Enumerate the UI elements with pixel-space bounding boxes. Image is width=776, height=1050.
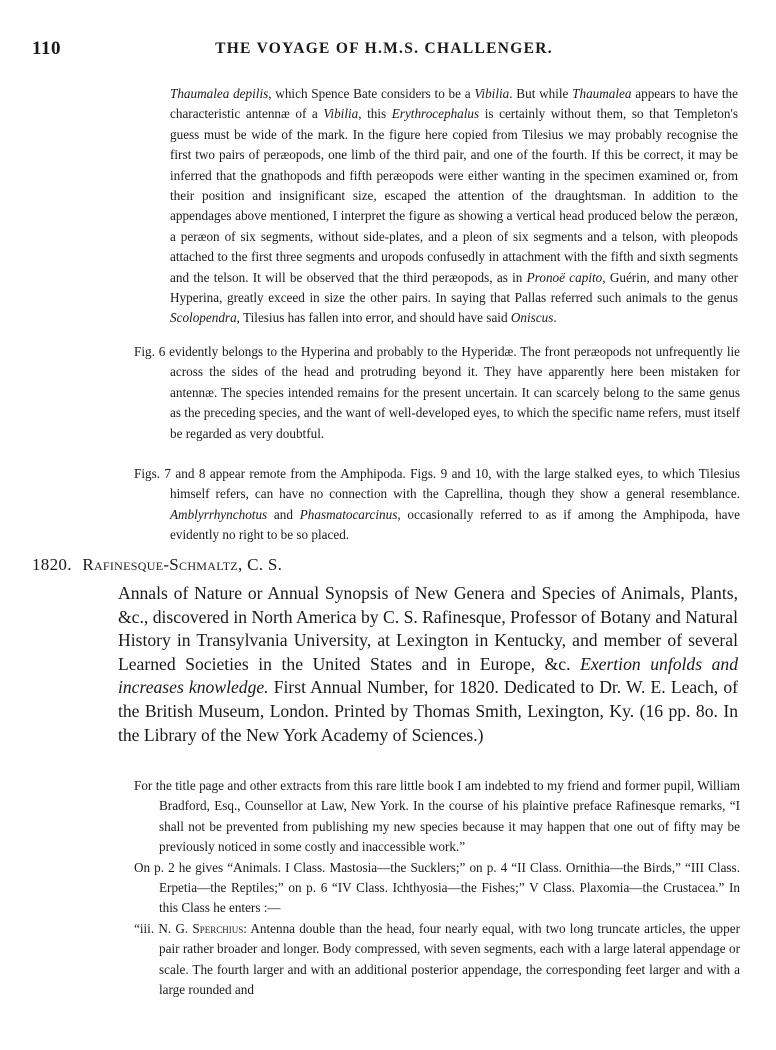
text-run: , Guérin, and many other Hyperina, greatly exceed in size the other pairs. In saying that Pallas referred such animals to the genus <box>170 269 739 306</box>
text-run: . But while <box>509 86 573 101</box>
entry-author: Rafinesque-Schmaltz, C. S. <box>82 555 283 574</box>
figures-7-10-note <box>134 464 740 546</box>
text-run: First Annual Number, for 1820. Dedicated to Dr. W. E. Leach, of the British Museum, London. Printed by Thomas Smith, Lexington, Ky. (16 pp. 8o. In the Library of the New York Academy of Sciences.) <box>118 677 738 745</box>
figure-6-text: Fig. 6 evidently belongs to the Hyperina and probably to the Hyperidæ. The front peræopods not unfrequently lie across the sides of the head and protruding beyond it. They have apparently here been mistaken for antennæ. The species intended remains for the present uncertain. It can scarcely belong to the same genus as the preceding species, and the want of well-developed eyes, to which the specific name refers, must itself be regarded as very doubtful. <box>134 344 740 441</box>
taxon-name: Thaumalea depilis <box>170 86 269 101</box>
genus-name: Sperchius <box>192 920 244 936</box>
taxon-name: Scolopendra <box>170 310 237 326</box>
text-run: and <box>267 506 300 522</box>
book-title-text <box>118 582 738 747</box>
continuation-paragraph <box>170 84 738 329</box>
text-run: , this <box>358 106 392 122</box>
text-run: “iii. N. G. <box>134 920 193 936</box>
page-number: 110 <box>32 38 61 59</box>
taxon-name: Erythrocephalus <box>391 106 480 122</box>
text-run: Annals of Nature or Annual Synopsis of New Genera and Species of Animals, Plants, &c., discovered in North America by C. S. Rafinesque, Professor of Botany and Natural History in Transylvania University, at Lexington in Kentucky, and member of several Learned Societies in the United States and in Europe, &c. <box>118 583 738 674</box>
taxon-name: Amblyrrhynchotus <box>170 506 268 522</box>
running-title: THE VOYAGE OF H.M.S. CHALLENGER. <box>215 40 553 57</box>
figure-6-note <box>134 342 740 444</box>
note-paragraph <box>134 919 740 1001</box>
taxon-name: Pronoë capito <box>526 269 603 285</box>
text-run: , which Spence Bate considers to be a <box>268 86 475 101</box>
text-run: , occasionally referred to as if among the Amphipoda, have evidently no right to be so placed. <box>170 506 740 543</box>
taxon-name: Phasmatocarcinus <box>299 506 398 522</box>
bibliography-entry-heading <box>32 555 282 575</box>
taxon-name: Thaumalea <box>572 86 632 101</box>
note-paragraph: On p. 2 he gives “Animals. I Class. Mastosia—the Sucklers;” on p. 4 “II Class. Ornithia—the Birds,” “III Class. Erpetia—the Reptiles;” on p. 6 “IV Class. Ichthyosia—the Fishes;” V Class. Plaxomia—the Crustacea.” In this Class he enters :— <box>134 859 740 916</box>
text-run: . <box>553 310 557 326</box>
text-run: is certainly without them, so that Templeton's guess must be wide of the mark. In the figure here copied from Tilesius we may probably recognise the first two pairs of peræopods, one limb of the third pair, and one of the fourth. If this be correct, it may be inferred that the gnathopods and fifth peræopods were either wanting in the specimen examined or, from their position and insignificant size, escaped the attention of the draughtsman. In addition to the appendages above mentioned, I interpret the figure as showing a vertical head produced below the peræon, a peræon of six segments, without side-plates, and a pleon of six segments and a telson, with pleopods attached to the first three segments and uropods confusedly in attachment with the fifth and sixth segments and the telson. It will be observed that the third peræopods, as in <box>170 106 738 285</box>
book-motto: Exertion unfolds and increases knowledge. <box>118 653 738 698</box>
text-run: , Tilesius has fallen into error, and should have said <box>236 310 511 326</box>
taxon-name: Vibilia <box>323 106 359 122</box>
figures-7-10-text <box>134 464 740 546</box>
entry-year: 1820. <box>32 555 72 574</box>
text-run: : Antenna double than the head, four nearly equal, with two long truncate articles, the upper pair rather broader and longer. Body compressed, with seven segments, each with a large lateral appendage or scale. The fourth larger and with an additional posterior appendage, the corresponding feet larger and with a large rounded and <box>159 920 740 998</box>
page-header <box>32 38 736 62</box>
entry-notes <box>134 776 740 1000</box>
book-title-block <box>118 582 738 747</box>
note-paragraph: For the title page and other extracts from this rare little book I am indebted to my friend and former pupil, William Bradford, Esq., Counsellor at Law, New York. In the course of his plaintive preface Rafinesque remarks, “I shall not be prevented from publishing my new species because it may happen that one out of fifty may be previously noticed in some costly and inaccessible work.” <box>134 778 740 855</box>
text-run: appears to have the characteristic antennæ of a <box>170 86 739 122</box>
taxon-name: Vibilia <box>474 86 510 101</box>
text-run: Figs. 7 and 8 appear remote from the Amphipoda. Figs. 9 and 10, with the large stalked eyes, to which Tilesius himself refers, can have no connection with the Caprellina, though they show a general resemblance. <box>134 466 740 502</box>
taxon-name: Oniscus <box>510 310 554 326</box>
